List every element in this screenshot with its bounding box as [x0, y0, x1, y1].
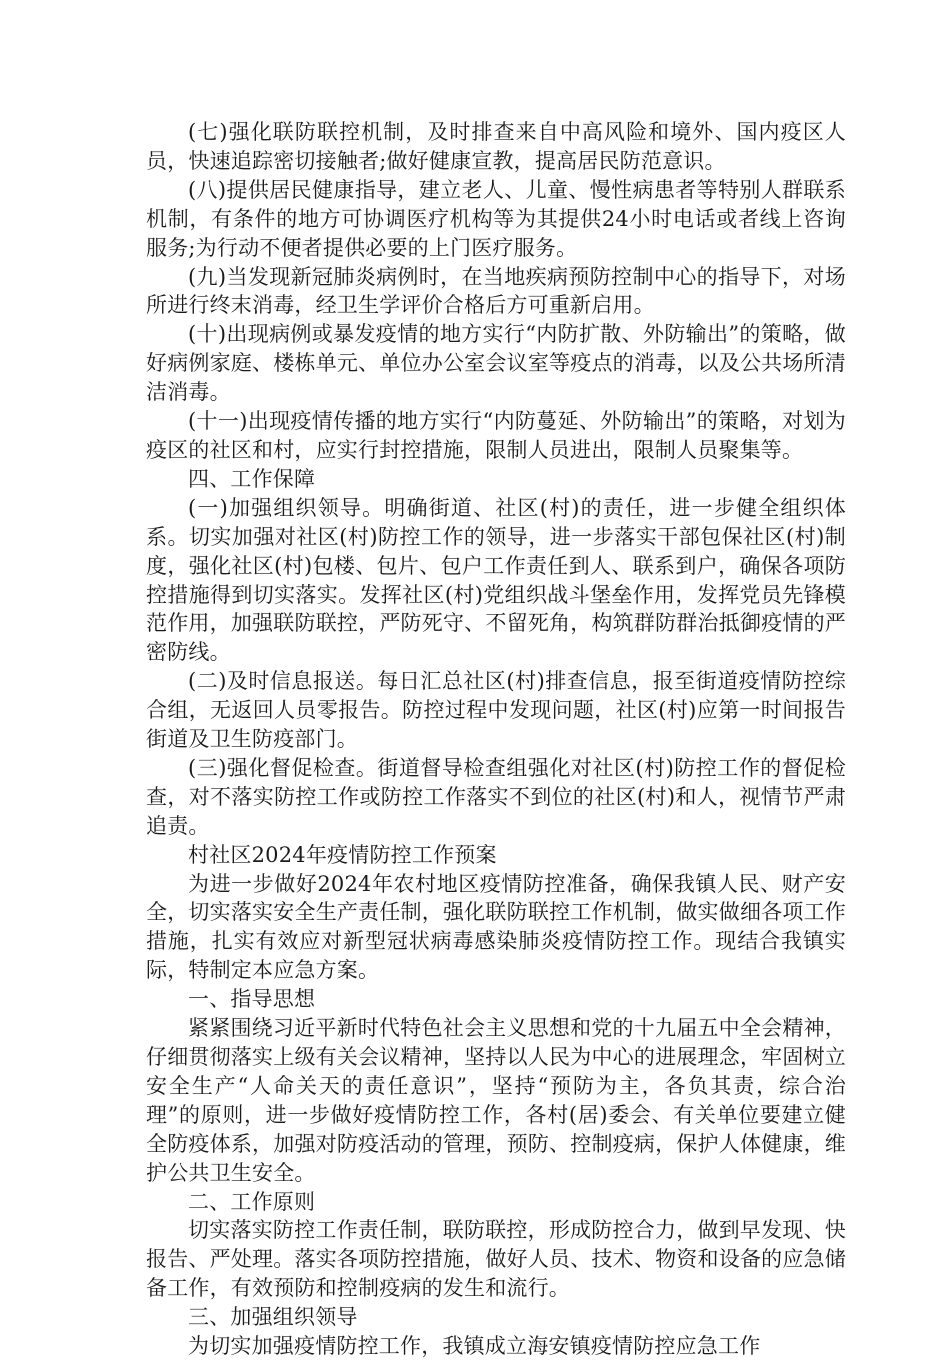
paragraph-10-strategy: (十)出现病例或暴发疫情的地方实行“内防扩散、外防输出”的策略，做好病例家庭、楼栋单元、单位办公室会议室等疫点的消毒，以及公共场所清洁消毒。	[146, 322, 846, 405]
paragraph-information-reporting: (二)及时信息报送。每日汇总社区(村)排查信息，报至街道疫情防控综合组，无返回人员零报告。防控过程中发现问题，社区(村)应第一时间报告街道及卫生防疫部门。	[146, 669, 846, 752]
document-body	[146, 118, 846, 1361]
section-heading-work-guarantee: 四、工作保障	[188, 466, 316, 491]
paragraph-work-principles: 切实落实防控工作责任制，联防联控，形成防控合力，做到早发现、快报告、严处理。落实各项防控措施，做好人员、技术、物资和设备的应急储备工作，有效预防和控制疫病的发生和流行。	[146, 1218, 846, 1301]
section-heading-guiding-ideology: 一、指导思想	[188, 987, 316, 1012]
paragraph-leadership-group: 为切实加强疫情防控工作，我镇成立海安镇疫情防控应急工作	[188, 1334, 761, 1359]
paragraph-8-health-guidance: (八)提供居民健康指导，建立老人、儿童、慢性病患者等特别人群联系机制，有条件的地方可协调医疗机构等为其提供24小时电话或者线上咨询服务;为行动不便者提供必要的上门医疗服务。	[146, 177, 846, 260]
paragraph-9-disinfection: (九)当发现新冠肺炎病例时，在当地疾病预防控制中心的指导下，对场所进行终末消毒，经卫生学评价合格后方可重新启用。	[146, 264, 846, 318]
paragraph-guiding-ideology: 紧紧围绕习近平新时代特色社会主义思想和党的十九届五中全会精神，仔细贯彻落实上级有关会议精神，坚持以人民为中心的进展理念，牢固树立安全生产“人命关天的责任意识”，坚持“预防为主，各负其责，综合治理”的原则，进一步做好疫情防控工作，各村(居)委会、有关单位要建立健全防疫体系，加强对防疫活动的管理，预防、控制疫病，保护人体健康，维护公共卫生安全。	[146, 1016, 846, 1185]
section-heading-strengthen-leadership: 三、加强组织领导	[188, 1305, 358, 1330]
paragraph-supervision: (三)强化督促检查。街道督导检查组强化对社区(村)防控工作的督促检查，对不落实防控工作或防控工作落实不到位的社区(村)和人，视情节严肃追责。	[146, 755, 846, 838]
paragraph-11-lockdown: (十一)出现疫情传播的地方实行“内防蔓延、外防输出”的策略，对划为疫区的社区和村，应实行封控措施，限制人员进出，限制人员聚集等。	[146, 409, 846, 462]
section-heading-work-principles: 二、工作原则	[188, 1189, 316, 1214]
paragraph-7-joint-control: (七)强化联防联控机制，及时排查来自中高风险和境外、国内疫区人员，快速追踪密切接触者;做好健康宣教，提高居民防范意识。	[146, 120, 846, 173]
paragraph-introduction: 为进一步做好2024年农村地区疫情防控准备，确保我镇人民、财产安全，切实落实安全生产责任制，强化联防联控工作机制，做实做细各项工作措施，扎实有效应对新型冠状病毒感染肺炎疫情防控工作。现结合我镇实际，特制定本应急方案。	[146, 871, 846, 983]
paragraph-organization-leadership: (一)加强组织领导。明确街道、社区(村)的责任，进一步健全组织体系。切实加强对社区(村)防控工作的领导，进一步落实干部包保社区(村)制度，强化社区(村)包楼、包片、包户工作责任到人、联系到户，确保各项防控措施得到切实落实。发挥社区(村)党组织战斗堡垒作用，发挥党员先锋模范作用，加强联防联控，严防死守、不留死角，构筑群防群治抵御疫情的严密防线。	[146, 495, 846, 665]
document-title-2024-plan: 村社区2024年疫情防控工作预案	[188, 842, 497, 867]
